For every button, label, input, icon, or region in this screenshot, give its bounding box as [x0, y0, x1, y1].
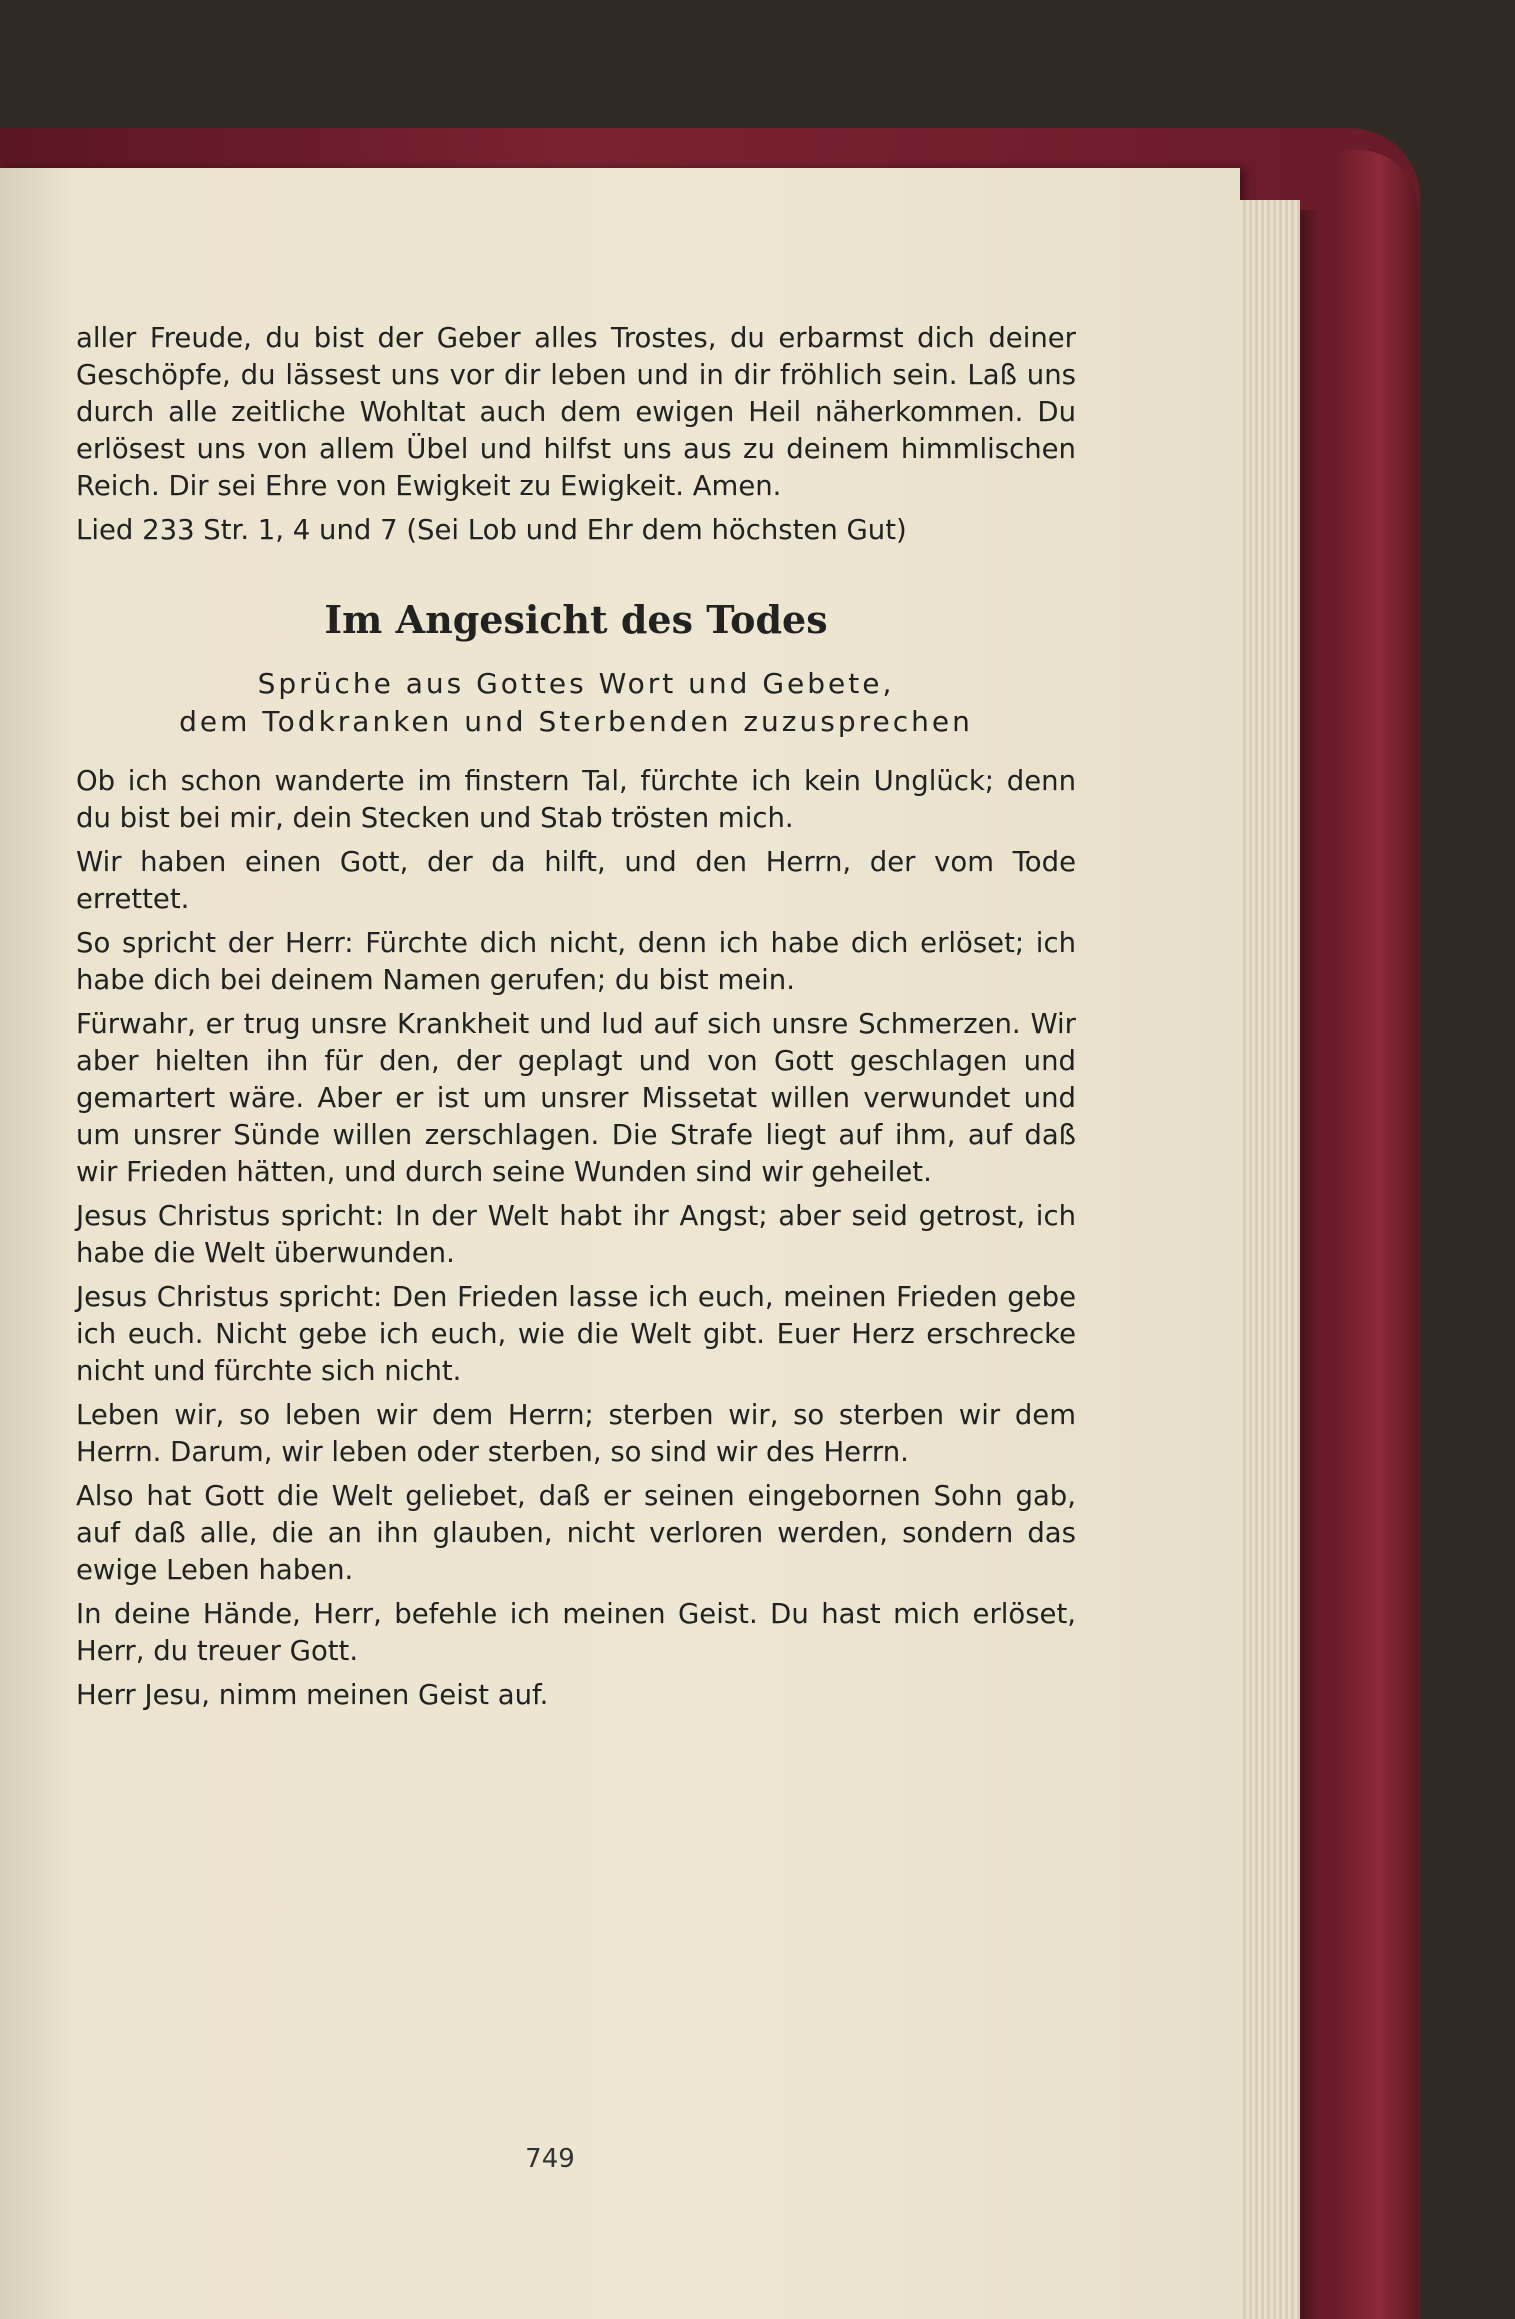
page-number: 749 [525, 2144, 575, 2174]
verse-paragraph: So spricht der Herr: Fürchte dich nicht, denn ich habe dich erlöset; ich habe dich bei deinem Namen gerufen; du bist mein. [76, 927, 1076, 996]
section-subtitle [76, 665, 1076, 741]
section-title: Im Angesicht des Todes [324, 597, 828, 642]
page-shadow [1300, 210, 1320, 2319]
verse-paragraph: Herr Jesu, nimm meinen Geist auf. [76, 1679, 549, 1711]
verse-paragraph: Also hat Gott die Welt geliebet, daß er seinen eingebornen Sohn gab, auf daß alle, die an ihn glauben, nicht verloren werden, sondern das ewige Leben haben. [76, 1480, 1076, 1586]
verse-paragraph: Fürwahr, er trug unsre Krankheit und lud auf sich unsre Schmerzen. Wir aber hielten ihn für den, der geplagt und von Gott geschlagen und gemartert wäre. Aber er ist um unsrer Missetat willen verwundet und um unsrer Sünde willen zerschlagen. Die Strafe liegt auf ihm, auf daß wir Frieden hätten, und durch seine Wunden sind wir geheilet. [76, 1008, 1076, 1188]
verse-paragraph: Ob ich schon wanderte im finstern Tal, fürchte ich kein Unglück; denn du bist bei mir, dein Stecken und Stab trösten mich. [76, 765, 1076, 834]
verse-paragraph: Jesus Christus spricht: Den Frieden lasse ich euch, meinen Frieden gebe ich euch. Nicht gebe ich euch, wie die Welt gibt. Euer Herz erschrecke nicht und fürchte sich nicht. [76, 1281, 1076, 1387]
subtitle-line-2: dem Todkranken und Sterbenden zuzusprechen [179, 705, 973, 738]
verse-paragraph: Wir haben einen Gott, der da hilft, und den Herrn, der vom Tode errettet. [76, 846, 1076, 915]
page-edges [1240, 200, 1300, 2319]
prayer-paragraph: aller Freude, du bist der Geber alles Trostes, du erbarmst dich deiner Geschöpfe, du lässest uns vor dir leben und in dir fröhlich sein. Laß uns durch alle zeitliche Wohltat auch dem ewigen Heil näherkommen. Du erlösest uns von allem Übel und hilfst uns aus zu deinem himmlischen Reich. Dir sei Ehre von Ewigkeit zu Ewigkeit. Amen. [76, 322, 1076, 502]
page-text [76, 320, 1076, 1721]
verse-paragraph: In deine Hände, Herr, befehle ich meinen Geist. Du hast mich erlöset, Herr, du treuer Gott. [76, 1598, 1076, 1667]
verse-paragraph: Jesus Christus spricht: In der Welt habt ihr Angst; aber seid getrost, ich habe die Welt überwunden. [76, 1200, 1076, 1269]
verse-paragraph: Leben wir, so leben wir dem Herrn; sterben wir, so sterben wir dem Herrn. Darum, wir leben oder sterben, so sind wir des Herrn. [76, 1399, 1076, 1468]
subtitle-line-1: Sprüche aus Gottes Wort und Gebete, [257, 667, 895, 700]
hymn-reference: Lied 233 Str. 1, 4 und 7 (Sei Lob und Ehr dem höchsten Gut) [76, 514, 907, 546]
book-cover-edge [1340, 150, 1418, 2319]
